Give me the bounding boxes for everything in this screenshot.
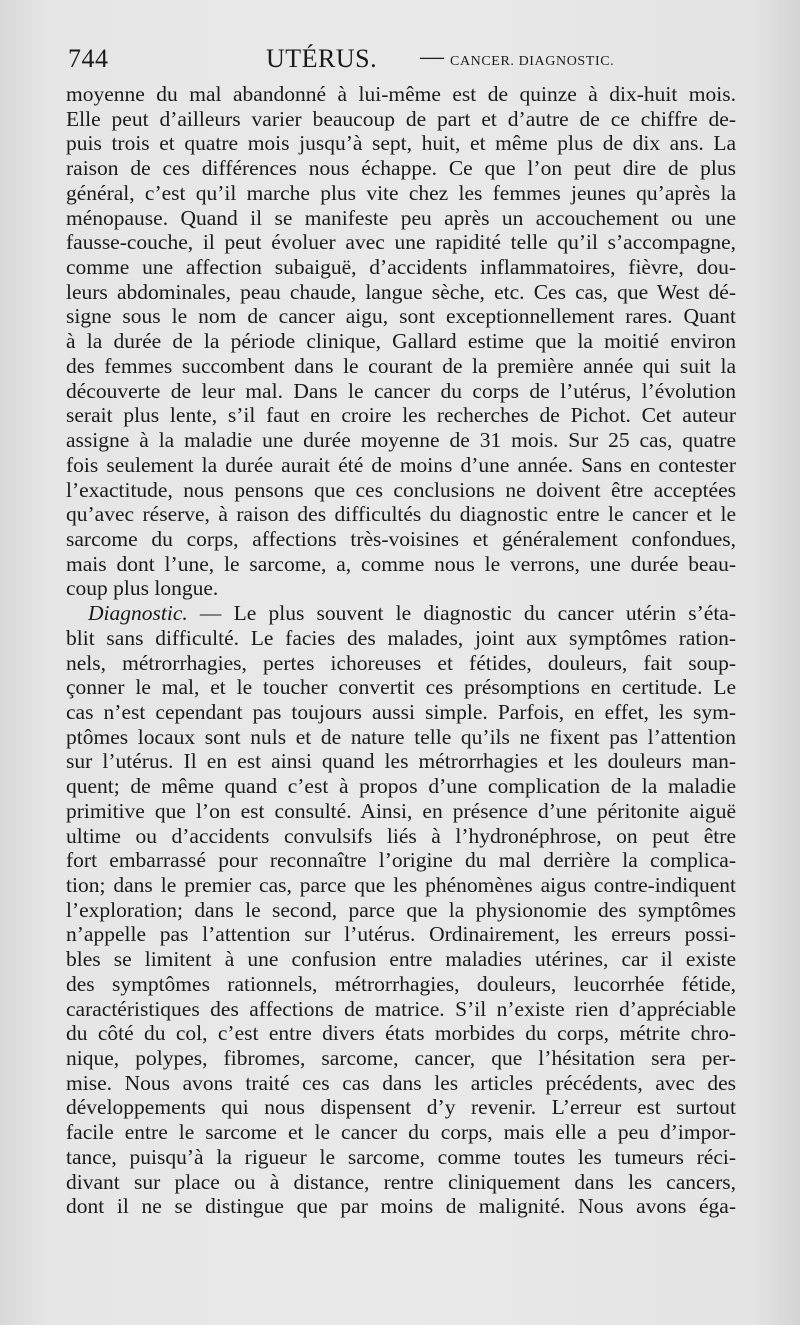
- text-line: serait plus lente, s’il faut en croire les recherches de Pichot. Cet auteur: [66, 403, 736, 428]
- text-line: fort embarrassé pour reconnaître l’origine du mal derrière la complica-: [66, 848, 736, 873]
- page-number: 744: [68, 44, 109, 73]
- text-line: fois seulement la durée aurait été de moins d’une année. Sans en contester: [66, 452, 736, 477]
- text-run: — Le plus souvent le diagnostic du cancer utérin s’éta-: [187, 601, 736, 626]
- text-line: raison de ces différences nous échappe. Ce que l’on peut dire de plus: [66, 156, 736, 181]
- text-line: leurs abdominales, peau chaude, langue sèche, etc. Ces cas, que West dé-: [66, 279, 736, 304]
- paragraph-end-line: coup plus longue.: [66, 576, 219, 601]
- text-line: divant sur place ou à distance, rentre cliniquement dans les cancers,: [66, 1169, 736, 1194]
- text-line: ptômes locaux sont nuls et de nature telle qu’ils ne fixent pas l’attention: [66, 724, 736, 749]
- text-line: général, c’est qu’il marche plus vite chez les femmes jeunes qu’après la: [66, 180, 736, 205]
- running-title-separator: —: [420, 44, 444, 70]
- text-line: caractéristiques des affections de matrice. S’il n’existe rien d’appréciable: [66, 996, 736, 1021]
- text-line: nels, métrorrhagies, pertes ichoreuses et fétides, douleurs, fait soup-: [66, 650, 736, 675]
- text-line: quent; de même quand c’est à propos d’une complication de la maladie: [66, 774, 736, 799]
- text-line: puis trois et quatre mois jusqu’à sept, huit, et même plus de dix ans. La: [66, 131, 736, 156]
- running-header: [66, 44, 736, 80]
- text-line: tance, puisqu’à la rigueur le sarcome, comme toutes les tumeurs réci-: [66, 1144, 736, 1169]
- text-line: découverte de leur mal. Dans le cancer du corps de l’utérus, l’évolution: [66, 378, 736, 403]
- text-line: comme une affection subaiguë, d’accidents inflammatoires, fièvre, dou-: [66, 255, 736, 280]
- text-line: ménopause. Quand il se manifeste peu après un accouchement ou une: [66, 205, 736, 230]
- text-line: assigne à la maladie une durée moyenne de 31 mois. Sur 25 cas, quatre: [66, 428, 736, 453]
- text-line: nique, polypes, fibromes, sarcome, cancer, que l’hésitation sera per-: [66, 1046, 736, 1071]
- text-line: signe sous le nom de cancer aigu, sont exceptionnellement rares. Quant: [66, 304, 736, 329]
- running-title: UTÉRUS.: [266, 44, 378, 73]
- text-line: développements qui nous dispensent d’y revenir. L’erreur est surtout: [66, 1095, 736, 1120]
- text-line: mise. Nous avons traité ces cas dans les articles précédents, avec des: [66, 1070, 736, 1095]
- text-line: du côté du col, c’est entre divers états morbides du corps, métrite chro-: [66, 1021, 736, 1046]
- body-text: [66, 82, 736, 1219]
- text-line: qu’avec réserve, à raison des difficultés du diagnostic entre le cancer et le: [66, 502, 736, 527]
- text-line: çonner le mal, et le toucher convertit ces présomptions en certitude. Le: [66, 675, 736, 700]
- text-line: primitive que l’on est consulté. Ainsi, en présence d’une péritonite aiguë: [66, 798, 736, 823]
- text-line: l’exactitude, nous pensons que ces conclusions ne doivent être acceptées: [66, 477, 736, 502]
- section-heading-diagnostic: Diagnostic.: [88, 601, 188, 626]
- text-line: Elle peut d’ailleurs varier beaucoup de part et d’autre de ce chiffre de-: [66, 106, 736, 131]
- text-line: fausse-couche, il peut évoluer avec une rapidité telle qu’il s’accompagne,: [66, 230, 736, 255]
- text-line: l’exploration; dans le second, parce que la physionomie des symptômes: [66, 897, 736, 922]
- text-line: ultime ou d’accidents convulsifs liés à l’hydronéphrose, on peut être: [66, 823, 736, 848]
- text-line: blit sans difficulté. Le facies des malades, joint aux symptômes ration-: [66, 625, 736, 650]
- text-line: sur l’utérus. Il en est ainsi quand les métrorrhagies et les douleurs man-: [66, 749, 736, 774]
- text-line: tion; dans le premier cas, parce que les phénomènes aigus contre-indiquent: [66, 873, 736, 897]
- text-line: à la durée de la période clinique, Gallard estime que la moitié environ: [66, 329, 736, 354]
- text-line: bles se limitent à une confusion entre maladies utérines, car il existe: [66, 947, 736, 972]
- text-line: mais dont l’une, le sarcome, a, comme nous le verrons, une durée beau-: [66, 551, 736, 576]
- text-line: facile entre le sarcome et le cancer du corps, mais elle a peu d’impor-: [66, 1120, 736, 1145]
- running-subtitle: CANCER. DIAGNOSTIC.: [450, 54, 615, 69]
- diagnostic-paragraph-start: [66, 601, 736, 626]
- text-line: n’appelle pas l’attention sur l’utérus. Ordinairement, les erreurs possi-: [66, 922, 736, 947]
- text-line: sarcome du corps, affections très-voisines et généralement confondues,: [66, 526, 736, 551]
- text-line: moyenne du mal abandonné à lui-même est de quinze à dix-huit mois.: [66, 82, 736, 106]
- text-line: cas n’est cependant pas toujours aussi simple. Parfois, en effet, les sym-: [66, 699, 736, 724]
- text-line: des femmes succombent dans le courant de la première année qui suit la: [66, 353, 736, 378]
- text-line: dont il ne se distingue que par moins de malignité. Nous avons éga-: [66, 1194, 736, 1219]
- text-line: des symptômes rationnels, métrorrhagies, douleurs, leucorrhée fétide,: [66, 971, 736, 996]
